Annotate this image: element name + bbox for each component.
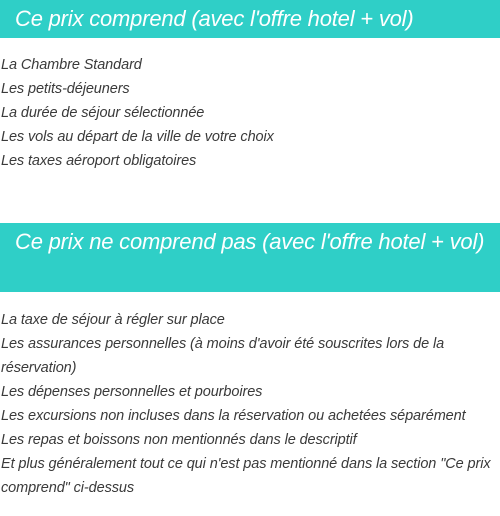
- included-title: Ce prix comprend (avec l'offre hotel + vol): [0, 0, 500, 38]
- excluded-item: La taxe de séjour à régler sur place: [1, 312, 225, 328]
- included-item: Les vols au départ de la ville de votre choix: [1, 129, 274, 145]
- included-item: Les taxes aéroport obligatoires: [1, 153, 197, 169]
- excluded-section: [0, 223, 500, 500]
- included-list: [0, 53, 500, 173]
- included-section: [0, 0, 500, 173]
- excluded-list: [0, 308, 500, 500]
- excluded-item: Les dépenses personnelles et pourboires: [1, 384, 263, 400]
- excluded-item: Les assurances personnelles (à moins d'avoir été souscrites lors de la réservation): [1, 336, 445, 376]
- excluded-item: Les repas et boissons non mentionnés dans le descriptif: [1, 432, 357, 448]
- included-item: Les petits-déjeuners: [1, 81, 130, 97]
- included-item: La Chambre Standard: [1, 57, 142, 73]
- excluded-item: Et plus généralement tout ce qui n'est pas mentionné dans la section "Ce prix comprend" ci-dessus: [1, 456, 491, 496]
- included-item: La durée de séjour sélectionnée: [1, 105, 205, 121]
- excluded-title: Ce prix ne comprend pas (avec l'offre hotel + vol): [0, 223, 500, 292]
- excluded-item: Les excursions non incluses dans la réservation ou achetées séparément: [1, 408, 466, 424]
